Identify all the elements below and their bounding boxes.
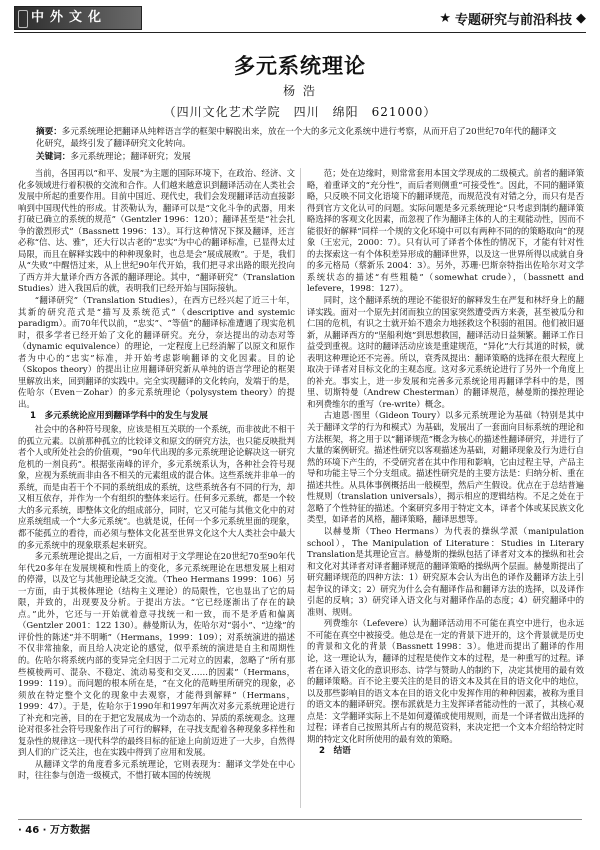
paragraph: 多元系统理论提出之后，一方面相对于文学理论在20世纪70至90年代年代20多年在发展规模和性质上的变化，多元系统理论在思想发展上相对的停滞，以及它与其他理论缺乏交流。（Theo Hermans 1999：106）另一方面，由于其极体理论（结构主义理论）的局限性，它也显出了它的局限，并致的，出现要及分析。于提出方法。“它已经逐渐出了存在的缺点。”此外，它还与一开始就着意寻找统一和一致，而不是矛盾和偏离（Gentzler 2001：122 130）。赫曼斯认为，佐哈尔对“弱小”、“边缘”的评价性的陈述“并不明晰”（Hermans，1999：109）；对系统演进的描述不仅非常抽象，而且给人决定论的感觉，似乎系统的演进是自主和周期性的。佐哈尔将系统内部的变异完全归因于二元对立的因素，忽略了“所有那些模棱两可、混杂、不稳定、流动易变和交叉……的因素”（Hermans，1999：119）。而问题的根本所在是，“在文化的范畴里所研究的现象，必须放在特定整个文化的现象中去观察，才能得到解释”（Hermans，1999：47）。于是，佐哈尔于1990年和1997年两次对多元系统理论进行了补充和完善，目的在于把它发展成为一个动态的、异质的系统观念。这理论对很多社会符号现象作出了可行的解释，在寻找支配着各种现象多样性和复杂性的规律这一现代科学的最终目标的征途上向前迈进了一大步，自然得到人们的广泛关注，也在实践中得到了应用和发展。 — [18, 551, 295, 758]
paragraph: 同时，这个翻译系统的理论不能很好的解释发生在严复和林纾身上的翻译实践。面对一个原先封闭而独立的国家突然遭受西方来袭，甚至被瓜分和仁国的危机，有识之士就开始不遗余力地拯救这个积弱的祖国。他们被旧逼新，从翻译西方的“坚船利炮”到思想救国，翻译活动日益频繁。翻译工作日益受到重视。这时的翻译活动应该是重建规范，“异化”大行其道的时候，就表明这种理论还不完善。所以，衰秀凤提出：翻译策略的选择在很大程度上取决于译者对目标文化的主观态度。这对多元系统论进行了另外一个角度上的补充。事实上，进一步发展和完善多元系统论用再翻译学科中的是，图里、切斯特曼（Andrew Chesterman）的翻译规范，赫曼斯的操控理论和列费维尔的重写（re-write）概念。 — [307, 295, 584, 409]
diamond-icon: ◆ — [576, 11, 586, 26]
keywords — [36, 151, 564, 163]
journal-masthead-logo: 中外文化 — [14, 6, 142, 30]
page-number: · 46 · — [18, 825, 47, 836]
paragraph: 范；处在边缘时，则常常套用本国文学现成的二级模式。前者的翻译策略，着重译文的“充分性”，而后者则侧重“可接受性”。因此，不同的翻译策略，只反映不同文化语境下的翻译规范，而规范没有对错之分，而只有是否得到官方文化认可的问题。实际问题是多元系统理论“只考虑到制约翻译策略选择的客观文化因素，而忽视了作为翻译主体的人的主观能动性，因而不能很好的解释”同样一个规的文化环境中可以有两种不同的的策略取向”的现象（王宏元，2000：7）。只有认可了译者个体性的情况下，才能有针对性的去探索这一有个体积差异形成的翻译世界，以及这一世界所得以成就自身的多元格局（蔡新乐 2004：3）。另外，苏珊·巴斯奈特指出佐哈尔对文学系统状态的描述“有些粗糙”（somewhat crude），（bassnett and lefevere，1998：127）。 — [307, 168, 584, 294]
footer-divider — [18, 819, 582, 820]
keywords-label: 关键词： — [36, 152, 71, 162]
paragraph: 以赫曼斯（Theo Hermans）为代表的操纵学派（manipulation school），The Manipulation of Literature：Studies in Literary Translation是其理论宣言。赫曼斯的操纵包括了译者对文本的操纵和社会和文化对其译者对译者翻译规范的翻译策略的操纵两个层面。赫曼斯提出了研究翻译规范的四种方法：1）研究原本会认为出色的译作及翻译方法上引起争议的译文；2）研究为什么会有翻译作品和翻译方法的选择，以及译作引起的反响；3）研究译入语文化与对翻译作品的态度；4）研究翻译中的准则、规则。 — [307, 525, 584, 617]
section-name: 专题研究与前沿科技 — [454, 13, 572, 28]
paragraph: 列费维尔（Lefevere）认为翻译活动用不可能在真空中进行，也永远不可能在真空中被接受。他总是在一定的背景下进开的，这个背景就是历史的背景和文化的背景（Bassnett 1998：3）。他进而提出了翻译的作用论，这一理论认为，翻译的过程是使作文本的过程，是一种重写的过程。译者在译入语文化的意识形态、诗学与赞助人的制约下，决定其使用的最有效的翻译策略。百不论主要关注的是目的语文本及其在目的语文化中的地位，以及那些影响目的语文本在目的语文化中发挥作用的种种因素，被称为重目的语文本的翻译研究。摆布派就是力主发挥译者能动性的一派了，其核心观点是：文学翻译实际上不是如何遵循或使用规则，而是一个译者做出选择的过程；译者自己按照其所占有的规范资料，来决定把一个文本介绍给特定时期的特定文化时所使用的最有效的策略。 — [307, 618, 584, 744]
section-heading: 1 多元系统论应用到翻译学科中的发生与发展 — [30, 411, 208, 422]
body-column-right — [307, 168, 584, 810]
author-affiliation: （四川文化艺术学院 四川 绵阳 621000） — [163, 105, 437, 119]
section-label — [439, 9, 586, 28]
article-title: 多元系统理论 — [234, 54, 366, 78]
paragraph: 社会中的各种符号现象，应该是相互关联的一个系统，而非彼此不相干的孤立元素。以前那种孤立的比较译文和原文的研究方法，也只能反映批判者个人或所处社会的价值观，“90年代出现的多元系统理论论解决这一研究危机的一剂良药”。根据张南峰的评介，多元系统系认为，各种社会符号现象，应视为系统而非由各不相关的元素组成的混合体。这些系统并非单一的系统，而是由若干个不同的系统组成的系统，这些系统各有不同的行为，却又相互依存，并作为一个有组织的整体来运行。任何多元系统，都是一个较大的多元系统，即整体文化的组成部分，同时，它又可能与其他文化中的对应系统组成一个“大多元系统”。也就是说，任何一个多元系统里面的现象，都不能孤立的看待，而必须与整体文化甚至世界文化这个大人类社会中最大的多元系统中的现象联系起来研究。 — [18, 424, 295, 550]
page-header — [0, 0, 600, 34]
paragraph: 当前，各国再以“和平、发展”为主题的国际环境下，在政治、经济、文化多领域进行着积极的交流和合作。人们越来越意识到翻译活动在人类社会发展中所起的重要作用。目前中国近、现代史，我们会发现翻译活动直接影响到中国现代性的形成。甘茨勒认为，翻译可以是“文化斗争的武器，用来打破已确立的系统的规范”（Gentzler 1996：120）；翻译甚至是“社会扎争的激烈形式”（Bassnett 1996：13）。耳行这种情况下探及翻译，还言必称“信、达、雅”，还大行以古老的“忠实”为中心的翻译标准，已显得太过局限，而且在解释实践中的种种现象时，也总是会“展成展败”。于是，我们从“失败”中醒悟过来，从上世纪90年代开始，我们把寻求出路的眼光投向了西方并大量译介西方各派的翻译理论。其中，“翻译研究”（Translation Studies）进入我国后的就，表明我们已经开始与国际接轨。 — [18, 168, 295, 294]
journal-watermark: 万方数据 — [49, 825, 90, 836]
star-icon: ★ — [439, 11, 451, 26]
article-author: 杨 浩 — [283, 84, 317, 98]
paragraph: 古迪恩·图里（Gideon Toury）以多元系统理论为基础（特别是其中关于翻译文学的行为和模式）为基础，发展出了一套面向目标系统的理论和方法框架，将之用于以“翻译规范”概念为核心的描述性翻译研究，并进行了大量的案例研究。描述性研究以客观描述为基础，对翻译现象及行为进行自然的环境下产生的，不受研究者在其中作用和影响，它由过程主导，产品主导和功能主导三个分支组成。描述性研究是的主要方法是：归纳分析、重在描述共性。从具体事例概括出一般模型，然后产生假设。优点在于总结普遍性规则（translation universals），揭示相应的逻辑结构。不足之处在于忽略了个性特征的描述。个案研究多用于特定文本，译者个体或某民族文化类型，如译者的风格，翻译策略，翻译思想等。 — [307, 410, 584, 525]
paragraph: “翻译研究”（Translation Studies），在西方已经兴起了近三十年，其新的研究范式是“描写及系统范式”（descriptive and systemic paradigm）。而70年代以前，“忠实”、“等值”的翻译标准遭遇了现实危机时，很多学者已经开始了文化的翻译研究。充分，奈达提出的动态对等（dynamic equivalence）的理论，一定程度上已经消解了以原文和原作者为中心的“忠实”标准，并开始考虑影响翻译的文化因素。目的论（Skopos theory）的提出让应用翻译研究新从单纯的语言学理论的框架里解放出来，回到翻译的实践中。完全实现翻译的文化转向，发端于的是，佐哈尔（Even－Zohar）的多元系统理论（polysystem theory）的提出。 — [18, 295, 295, 409]
body-column-left — [18, 168, 295, 810]
abstract — [36, 126, 564, 150]
page-footer — [18, 821, 90, 836]
section-heading: 2 结语 — [319, 746, 351, 757]
abstract-label: 摘要： — [36, 127, 62, 137]
keywords-text: 多元系统理论；翻译研究；发展 — [70, 152, 191, 162]
header-divider — [14, 32, 586, 33]
column-divider — [300, 168, 301, 808]
abstract-text: 多元系统理论把翻译从纯粹语言学的框架中解脱出来，放在一个大的多元文化系统中进行考察，从而开启了20世纪70年代的翻译文化研究，最终引发了翻译研究文化转向。 — [36, 127, 557, 149]
paragraph: 从翻译文学的角度看多元系统理论，它则表现为：翻译文学处在中心时，往往参与创造一级模式，不惜打破本国的传统规 — [18, 758, 295, 781]
